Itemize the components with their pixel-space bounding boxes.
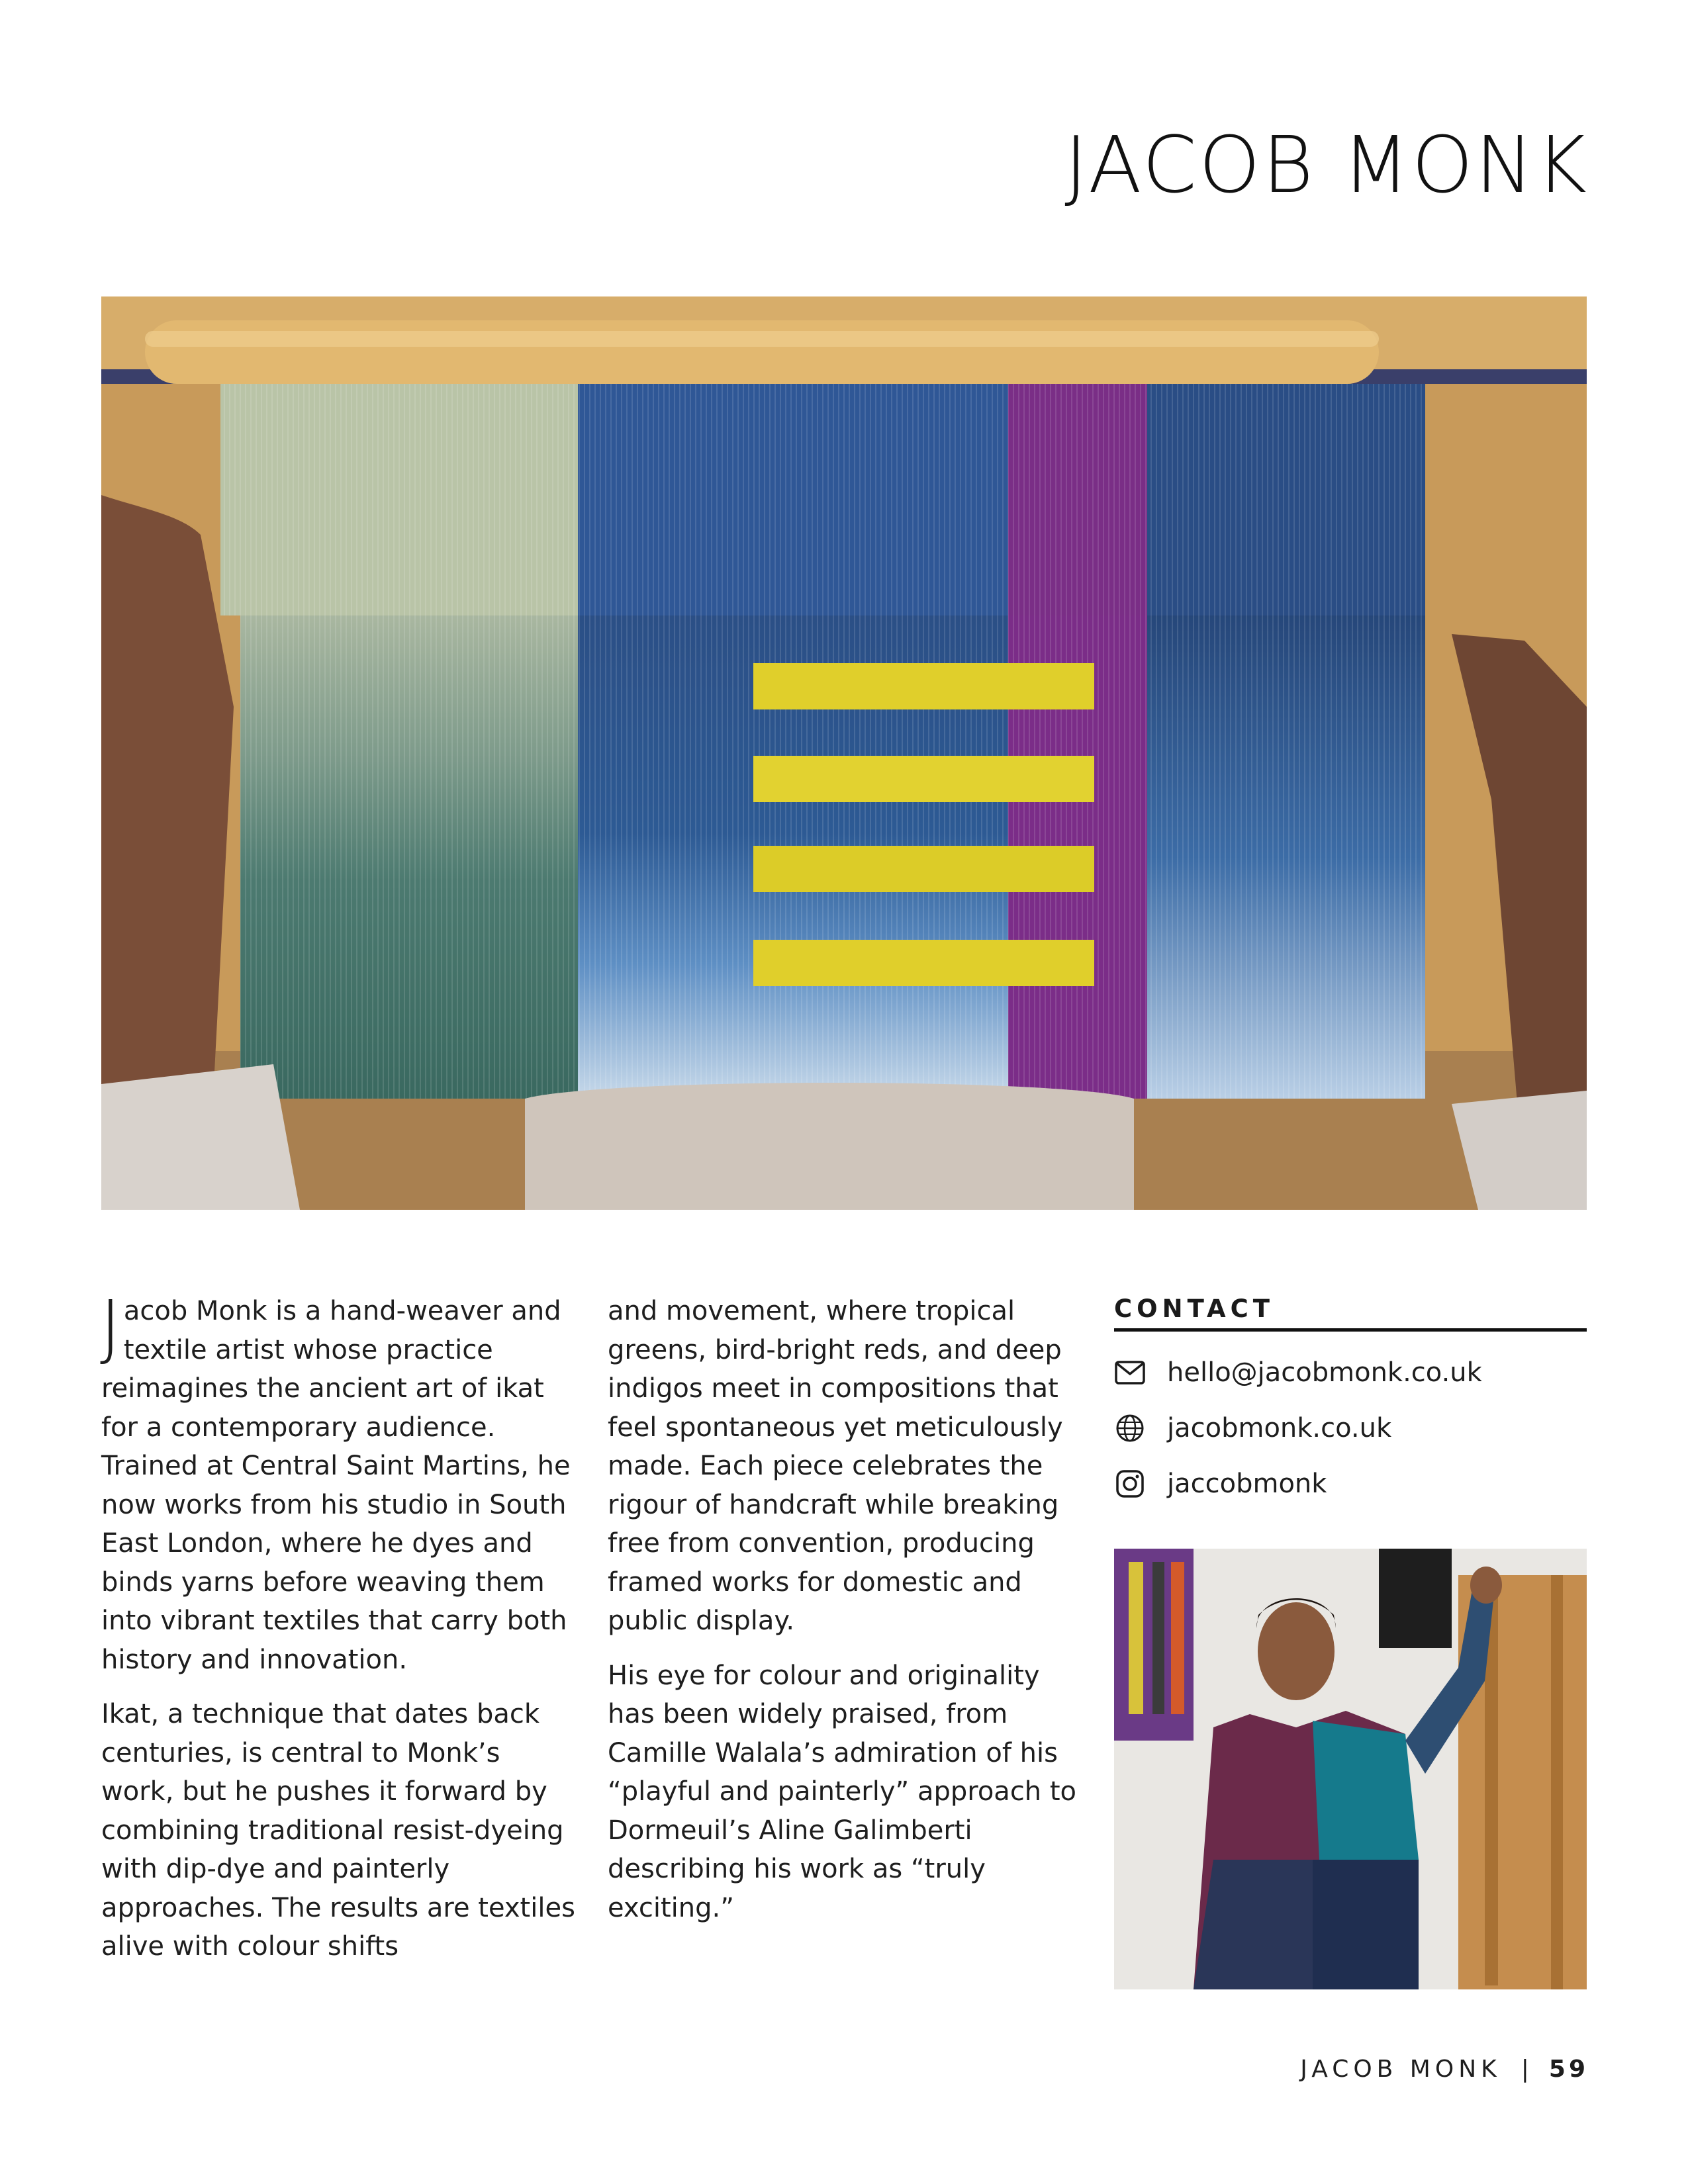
contact-email[interactable]: [1114, 1353, 1482, 1392]
article-paragraph: [100, 1286, 578, 1679]
instagram-icon: [1114, 1468, 1146, 1500]
contact-heading: CONTACT: [1114, 1295, 1587, 1332]
article-column-2: [608, 1292, 1084, 1943]
contact-instagram[interactable]: [1114, 1464, 1327, 1504]
paragraph-text: acob Monk is a hand-weaver and textile artist whose practice reimagines the ancient art of ikat for a contemporary audience. Trained at Central Saint Martins, he now works from his studio in South East London, where he dyes and binds yarns before weaving them into vibrant textiles that carry both history and innovation.: [101, 1296, 571, 1675]
globe-icon: [1114, 1412, 1146, 1444]
email-link[interactable]: hello@jacobmonk.co.uk: [1167, 1357, 1482, 1388]
website-link[interactable]: jacobmonk.co.uk: [1167, 1413, 1392, 1443]
drop-cap: J: [100, 1286, 121, 1369]
article-paragraph: and movement, where tropical greens, bird-bright reds, and deep indigos meet in compositions that feel spontaneous yet meticulously made. Each piece celebrates the rigour of handcraft while breaking free from convention, producing framed works for domestic and public display.: [608, 1296, 1063, 1636]
footer-name: JACOB MONK: [1300, 2056, 1501, 2083]
article-column-1: [100, 1286, 578, 1982]
hero-weaving-photo: [101, 296, 1587, 1210]
footer-separator: |: [1521, 2056, 1529, 2083]
artist-portrait-photo: [1114, 1549, 1587, 1989]
page-number: 59: [1548, 2056, 1589, 2083]
instagram-handle[interactable]: jaccobmonk: [1167, 1469, 1327, 1499]
page-title: JACOB MONK: [1064, 119, 1589, 210]
article-paragraph: Ikat, a technique that dates back centuries, is central to Monk’s work, but he pushes it forward by combining traditional resist-dyeing with dip-dye and painterly approaches. The results are textiles alive with colour shifts: [101, 1699, 575, 1962]
mail-icon: [1114, 1357, 1146, 1388]
page-footer: [1300, 2056, 1589, 2083]
article-paragraph: His eye for colour and originality has been widely praised, from Camille Walala’s admiration of his “playful and painterly” approach to Dormeuil’s Aline Galimberti describing his work as “truly exciting.”: [608, 1660, 1077, 1923]
contact-website[interactable]: [1114, 1408, 1391, 1448]
